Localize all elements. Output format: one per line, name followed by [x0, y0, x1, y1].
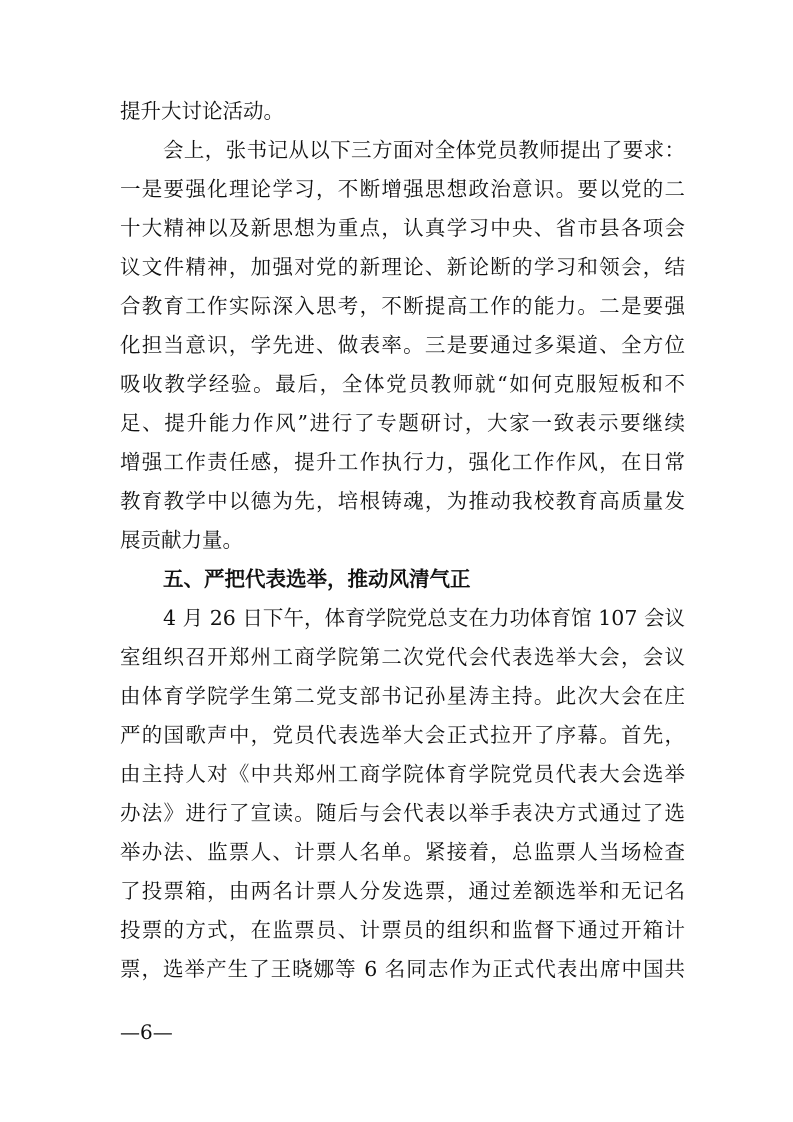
text-line: 议文件精神，加强对党的新理论、新论断的学习和领会，结 — [120, 255, 685, 279]
text-line: 教育教学中以德为先，培根铸魂，为推动我校教育高质量发 — [120, 489, 685, 513]
paragraph-election — [120, 599, 685, 989]
text-line: 严的国歌声中，党员代表选举大会正式拉开了序幕。首先， — [120, 723, 685, 747]
document-body — [120, 92, 685, 989]
text-line: 增强工作责任感，提升工作执行力，强化工作作风，在日常 — [120, 450, 685, 474]
text-line: 了投票箱，由两名计票人分发选票，通过差额选举和无记名 — [120, 879, 685, 903]
paragraph-requirements — [120, 131, 685, 560]
text-line: 由体育学院学生第二党支部书记孙星涛主持。此次大会在庄 — [120, 684, 685, 708]
text-line: 由主持人对《中共郑州工商学院体育学院党员代表大会选举 — [120, 762, 685, 786]
section-heading: 五、严把代表选举，推动风清气正 — [163, 567, 471, 591]
text-line: 票，选举产生了王晓娜等 6 名同志作为正式代表出席中国共 — [120, 957, 685, 981]
text-line: 吸收教学经验。最后，全体党员教师就“如何克服短板和不 — [120, 372, 685, 396]
text-line: 提升大讨论活动。 — [120, 99, 284, 123]
text-line: 足、提升能力作风”进行了专题研讨，大家一致表示要继续 — [120, 411, 685, 435]
text-line: 办法》进行了宣读。随后与会代表以举手表决方式通过了选 — [120, 801, 685, 825]
text-line: 合教育工作实际深入思考，不断提高工作的能力。二是要强 — [120, 294, 685, 318]
text-line: 会上，张书记从以下三方面对全体党员教师提出了要求： — [163, 138, 685, 162]
text-line: 举办法、监票人、计票人名单。紧接着，总监票人当场检查 — [120, 840, 685, 864]
text-line: 一是要强化理论学习，不断增强思想政治意识。要以党的二 — [120, 177, 685, 201]
text-line: 室组织召开郑州工商学院第二次党代会代表选举大会，会议 — [120, 645, 685, 669]
text-line: 化担当意识，学先进、做表率。三是要通过多渠道、全方位 — [120, 333, 685, 357]
text-line: 展贡献力量。 — [120, 528, 243, 552]
paragraph-continuation — [120, 92, 685, 131]
text-line: 十大精神以及新思想为重点，认真学习中央、省市县各项会 — [120, 216, 685, 240]
page-number: —6— — [120, 1020, 173, 1044]
text-line: 投票的方式，在监票员、计票员的组织和监督下通过开箱计 — [120, 918, 685, 942]
text-line: 4 月 26 日下午，体育学院党总支在力功体育馆 107 会议 — [163, 606, 685, 630]
